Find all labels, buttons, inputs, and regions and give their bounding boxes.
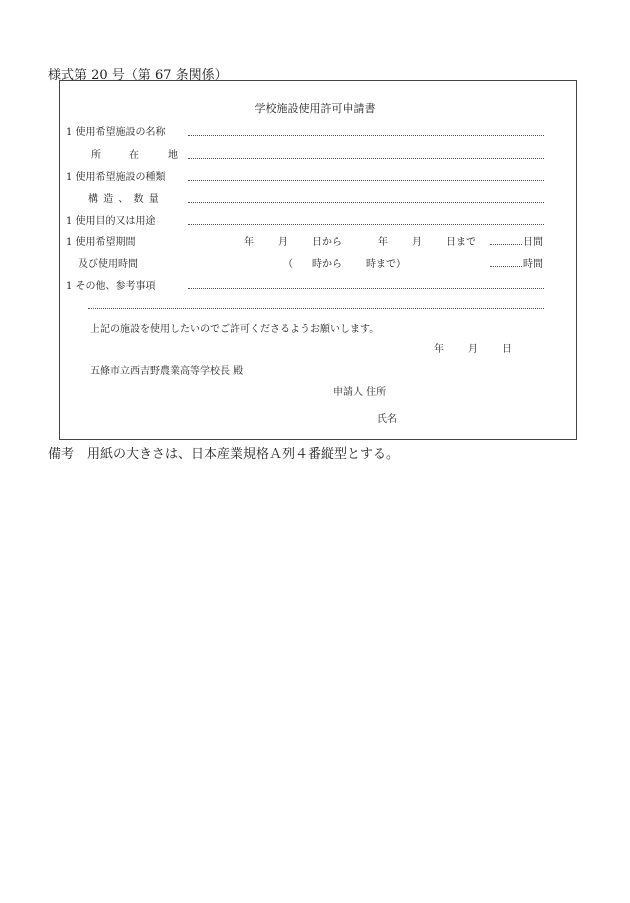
- purpose-field[interactable]: [188, 224, 544, 225]
- time-label: 及び使用時間: [78, 259, 138, 270]
- date-day: 日: [502, 344, 512, 355]
- request-sentence: 上記の施設を使用したいのでご許可くださるようお願いします。: [90, 324, 380, 335]
- time-open-paren: （: [283, 259, 293, 270]
- form-title: 学校施設使用許可申請書: [254, 102, 376, 115]
- facility-type-field[interactable]: [188, 180, 544, 181]
- period-year-to: 年: [378, 237, 388, 248]
- date-month: 月: [468, 344, 478, 355]
- other-label: 1 その他、参考事項: [66, 281, 156, 292]
- applicant-name-label: 氏名: [377, 414, 397, 425]
- location-label-c: 地: [168, 150, 178, 161]
- time-from: 時から: [312, 259, 342, 270]
- time-hours-field[interactable]: [490, 266, 522, 267]
- facility-type-label: 1 使用希望施設の種類: [66, 172, 166, 183]
- location-label-b: 在: [129, 150, 139, 161]
- time-hours-unit: 時間: [523, 259, 543, 270]
- other-field-2[interactable]: [88, 308, 544, 309]
- form-number: 様式第 20 号（第 67 条関係）: [48, 68, 228, 83]
- applicant-address-label: 申請人 住所: [333, 387, 387, 398]
- purpose-label: 1 使用目的又は用途: [66, 216, 156, 227]
- structure-quantity-label: 構 造 、 数 量: [88, 194, 160, 205]
- location-field[interactable]: [188, 158, 544, 159]
- facility-name-field[interactable]: [188, 135, 544, 136]
- period-label: 1 使用希望期間: [66, 237, 136, 248]
- addressee: 五條市立西吉野農業高等学校長 殿: [90, 366, 244, 377]
- period-days-field[interactable]: [490, 244, 522, 245]
- other-field-1[interactable]: [188, 288, 544, 289]
- footer-note: 備考 用紙の大きさは、日本産業規格Ａ列４番縦型とする。: [48, 447, 400, 462]
- facility-name-label: 1 使用希望施設の名称: [66, 127, 166, 138]
- date-year: 年: [434, 344, 444, 355]
- location-label-a: 所: [91, 150, 101, 161]
- period-day-to: 日まで: [446, 237, 476, 248]
- period-month-from: 月: [278, 237, 288, 248]
- period-year-from: 年: [244, 237, 254, 248]
- period-month-to: 月: [412, 237, 422, 248]
- time-until: 時まで）: [366, 259, 406, 270]
- period-day-from: 日から: [312, 237, 342, 248]
- period-days-unit: 日間: [523, 237, 543, 248]
- structure-quantity-field[interactable]: [188, 202, 544, 203]
